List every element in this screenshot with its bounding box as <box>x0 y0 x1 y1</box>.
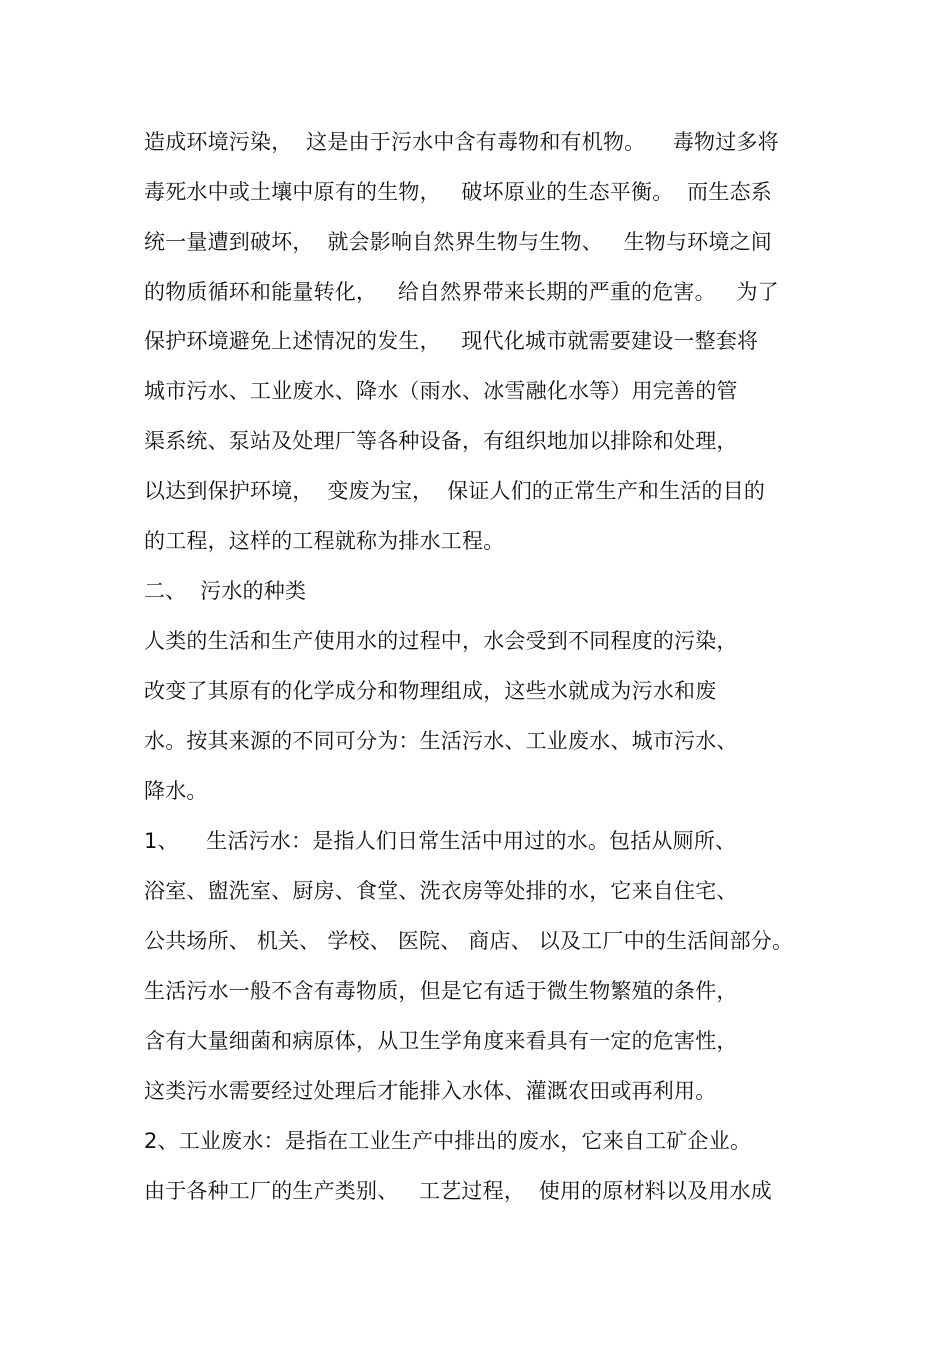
text-line: 统一量遭到破坏， 就会影响自然界生物与生物、 生物与环境之间 <box>144 230 772 254</box>
text-line: 水。按其来源的不同可分为：生活污水、工业废水、城市污水、 <box>144 729 738 753</box>
section-heading: 二、 污水的种类 <box>144 579 307 603</box>
text-line: 浴室、盥洗室、厨房、食堂、洗衣房等处排的水，它来自住宅、 <box>144 879 738 903</box>
text-line: 毒死水中或土壤中原有的生物， 破坏原业的生态平衡。 而生态系 <box>144 180 772 204</box>
text-line: 的工程，这样的工程就称为排水工程。 <box>144 529 505 553</box>
list-item-heading: 2、工业废水：是指在工业生产中排出的废水，它来自工矿企业。 <box>144 1129 752 1153</box>
text-line: 保护环境避免上述情况的发生， 现代化城市就需要建设一整套将 <box>144 329 759 353</box>
text-line: 造成环境污染， 这是由于污水中含有毒物和有机物。 毒物过多将 <box>144 130 779 154</box>
text-line: 人类的生活和生产使用水的过程中，水会受到不同程度的污染， <box>144 629 738 653</box>
text-line: 以达到保护环境， 变废为宝， 保证人们的正常生产和生活的目的 <box>144 479 766 503</box>
text-line: 含有大量细菌和病原体，从卫生学角度来看具有一定的危害性， <box>144 1029 738 1053</box>
text-line: 公共场所、 机关、 学校、 医院、 商店、 以及工厂中的生活间部分。 <box>144 929 794 953</box>
list-item-heading: 1、 生活污水：是指人们日常生活中用过的水。包括从厕所、 <box>144 829 737 853</box>
text-line: 城市污水、工业废水、降水（雨水、冰雪融化水等）用完善的管 <box>144 379 738 403</box>
text-line: 改变了其原有的化学成分和物理组成，这些水就成为污水和废 <box>144 679 717 703</box>
text-line: 渠系统、泵站及处理厂等各种设备，有组织地加以排除和处理， <box>144 429 738 453</box>
text-line: 生活污水一般不含有毒物质，但是它有适于微生物繁殖的条件， <box>144 979 738 1003</box>
text-line: 降水。 <box>144 779 208 803</box>
text-line: 的物质循环和能量转化， 给自然界带来长期的严重的危害。 为了 <box>144 280 779 304</box>
text-line: 由于各种工厂的生产类别、 工艺过程， 使用的原材料以及用水成 <box>144 1179 772 1203</box>
text-line: 这类污水需要经过处理后才能排入水体、灌溉农田或再利用。 <box>144 1079 717 1103</box>
